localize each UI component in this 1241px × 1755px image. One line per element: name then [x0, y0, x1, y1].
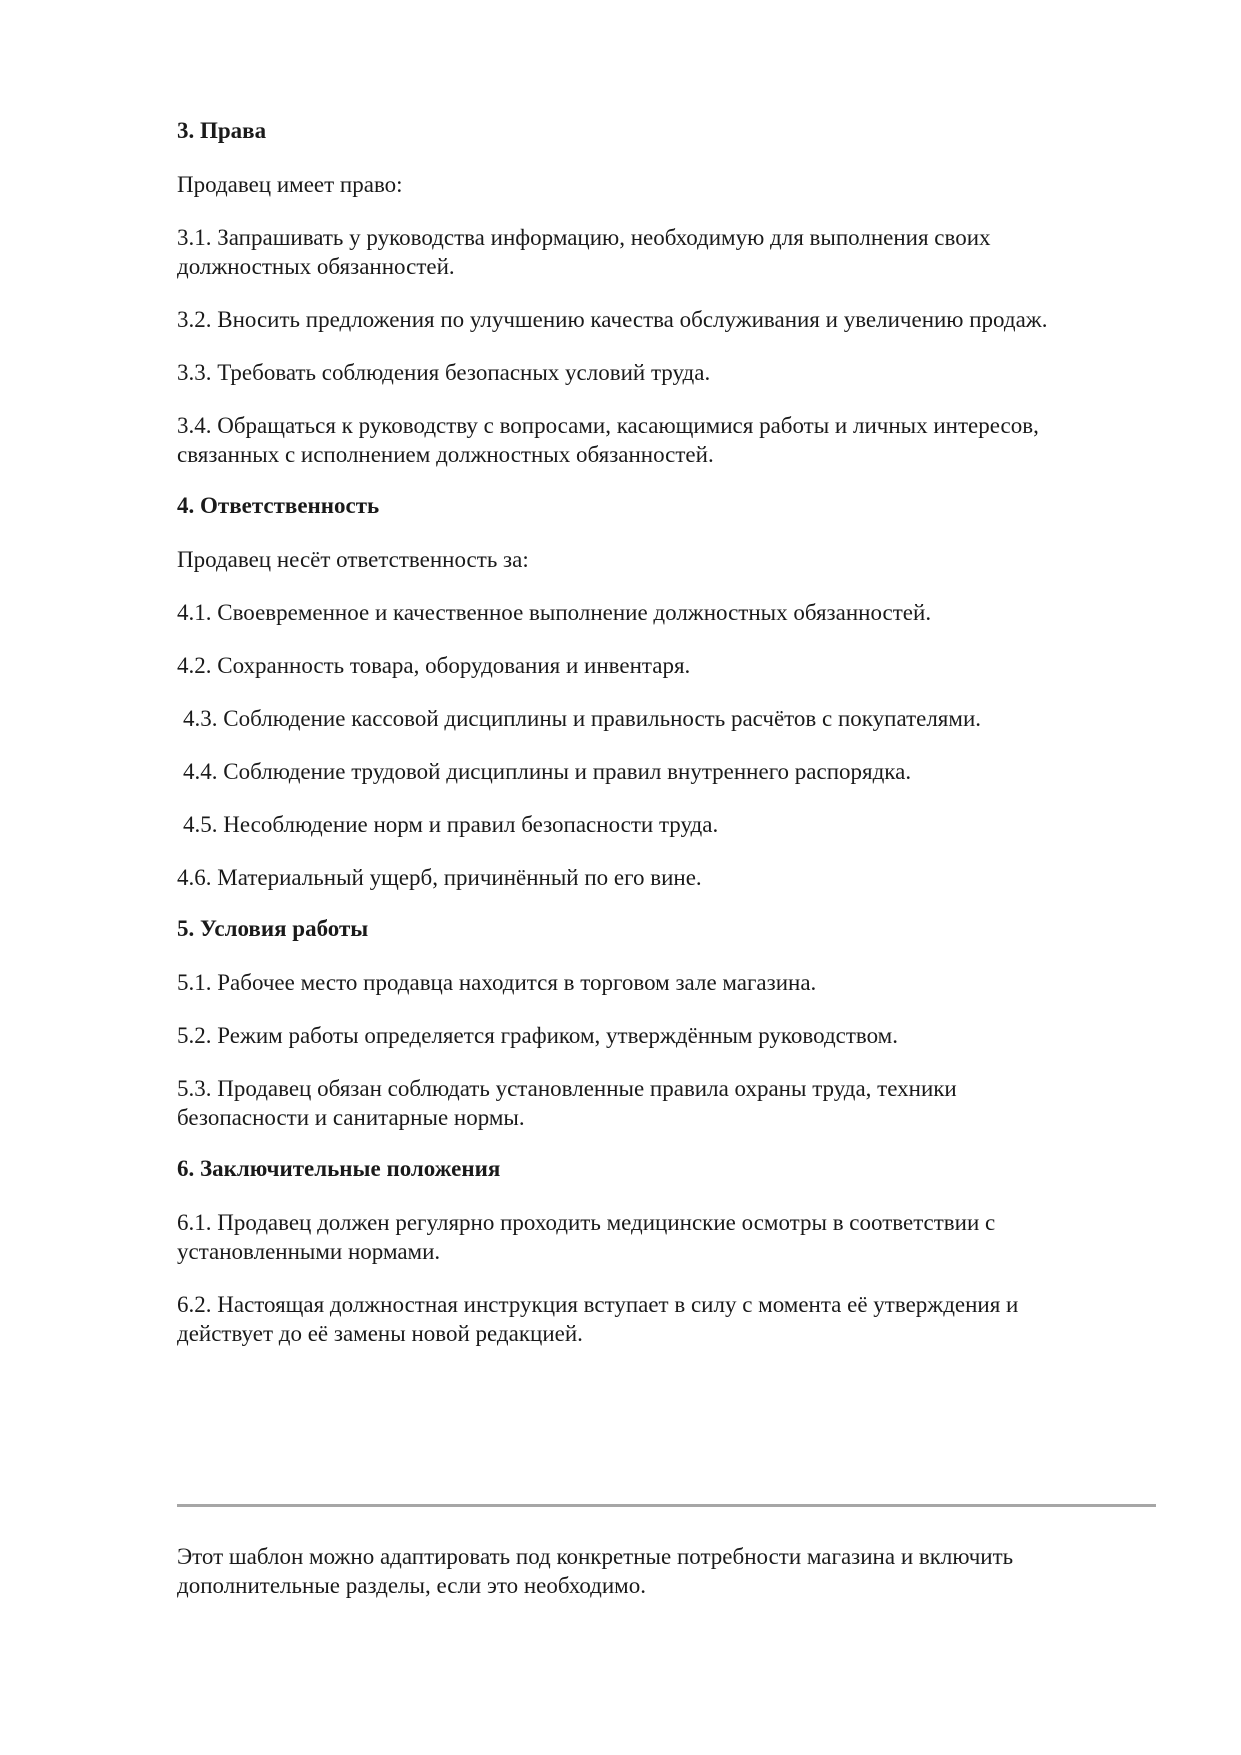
clause-6-1	[177, 1208, 1157, 1266]
clause-3-2: 3.2. Вносить предложения по улучшению качества обслуживания и увеличению продаж.	[177, 307, 1048, 332]
clause-6-2-line1: 6.2. Настоящая должностная инструкция вступает в силу с момента её утверждения и	[177, 1292, 1019, 1317]
clause-5-3-line1: 5.3. Продавец обязан соблюдать установленные правила охраны труда, техники	[177, 1076, 957, 1101]
clause-6-2	[177, 1290, 1157, 1348]
horizontal-divider	[177, 1504, 1156, 1507]
section-3-heading: 3. Права	[177, 118, 267, 143]
clause-3-4-line2: связанных с исполнением должностных обязанностей.	[177, 442, 714, 467]
clause-3-3: 3.3. Требовать соблюдения безопасных условий труда.	[177, 360, 711, 385]
footer-note-line1: Этот шаблон можно адаптировать под конкретные потребности магазина и включить	[177, 1544, 1014, 1569]
clause-4-4: 4.4. Соблюдение трудовой дисциплины и правил внутреннего распорядка.	[183, 759, 912, 784]
clause-4-6: 4.6. Материальный ущерб, причинённый по его вине.	[177, 865, 702, 890]
clause-3-4	[177, 411, 1157, 469]
clause-6-1-line2: установленными нормами.	[177, 1239, 441, 1264]
section-3-intro: Продавец имеет право:	[177, 172, 403, 197]
footer-note-line2: дополнительные разделы, если это необходимо.	[177, 1573, 646, 1598]
clause-4-5: 4.5. Несоблюдение норм и правил безопасности труда.	[183, 812, 719, 837]
clause-5-1: 5.1. Рабочее место продавца находится в торговом зале магазина.	[177, 970, 817, 995]
clause-3-1-line2: должностных обязанностей.	[177, 254, 455, 279]
clause-3-1-line1: 3.1. Запрашивать у руководства информацию, необходимую для выполнения своих	[177, 225, 991, 250]
clause-6-2-line2: действует до её замены новой редакцией.	[177, 1321, 583, 1346]
clause-4-3: 4.3. Соблюдение кассовой дисциплины и правильность расчётов с покупателями.	[183, 706, 982, 731]
section-5-heading: 5. Условия работы	[177, 916, 369, 941]
section-4-intro: Продавец несёт ответственность за:	[177, 547, 529, 572]
clause-4-1: 4.1. Своевременное и качественное выполнение должностных обязанностей.	[177, 600, 932, 625]
footer-note	[177, 1542, 1157, 1600]
document-body	[177, 116, 1157, 1348]
clause-6-1-line1: 6.1. Продавец должен регулярно проходить медицинские осмотры в соответствии с	[177, 1210, 996, 1235]
section-6-heading: 6. Заключительные положения	[177, 1156, 501, 1181]
section-4-heading: 4. Ответственность	[177, 493, 380, 518]
clause-3-1	[177, 223, 1157, 281]
clause-3-4-line1: 3.4. Обращаться к руководству с вопросами, касающимися работы и личных интересов,	[177, 413, 1039, 438]
clause-5-2: 5.2. Режим работы определяется графиком, утверждённым руководством.	[177, 1023, 898, 1048]
clause-5-3	[177, 1074, 1157, 1132]
clause-4-2: 4.2. Сохранность товара, оборудования и инвентаря.	[177, 653, 691, 678]
clause-5-3-line2: безопасности и санитарные нормы.	[177, 1105, 525, 1130]
